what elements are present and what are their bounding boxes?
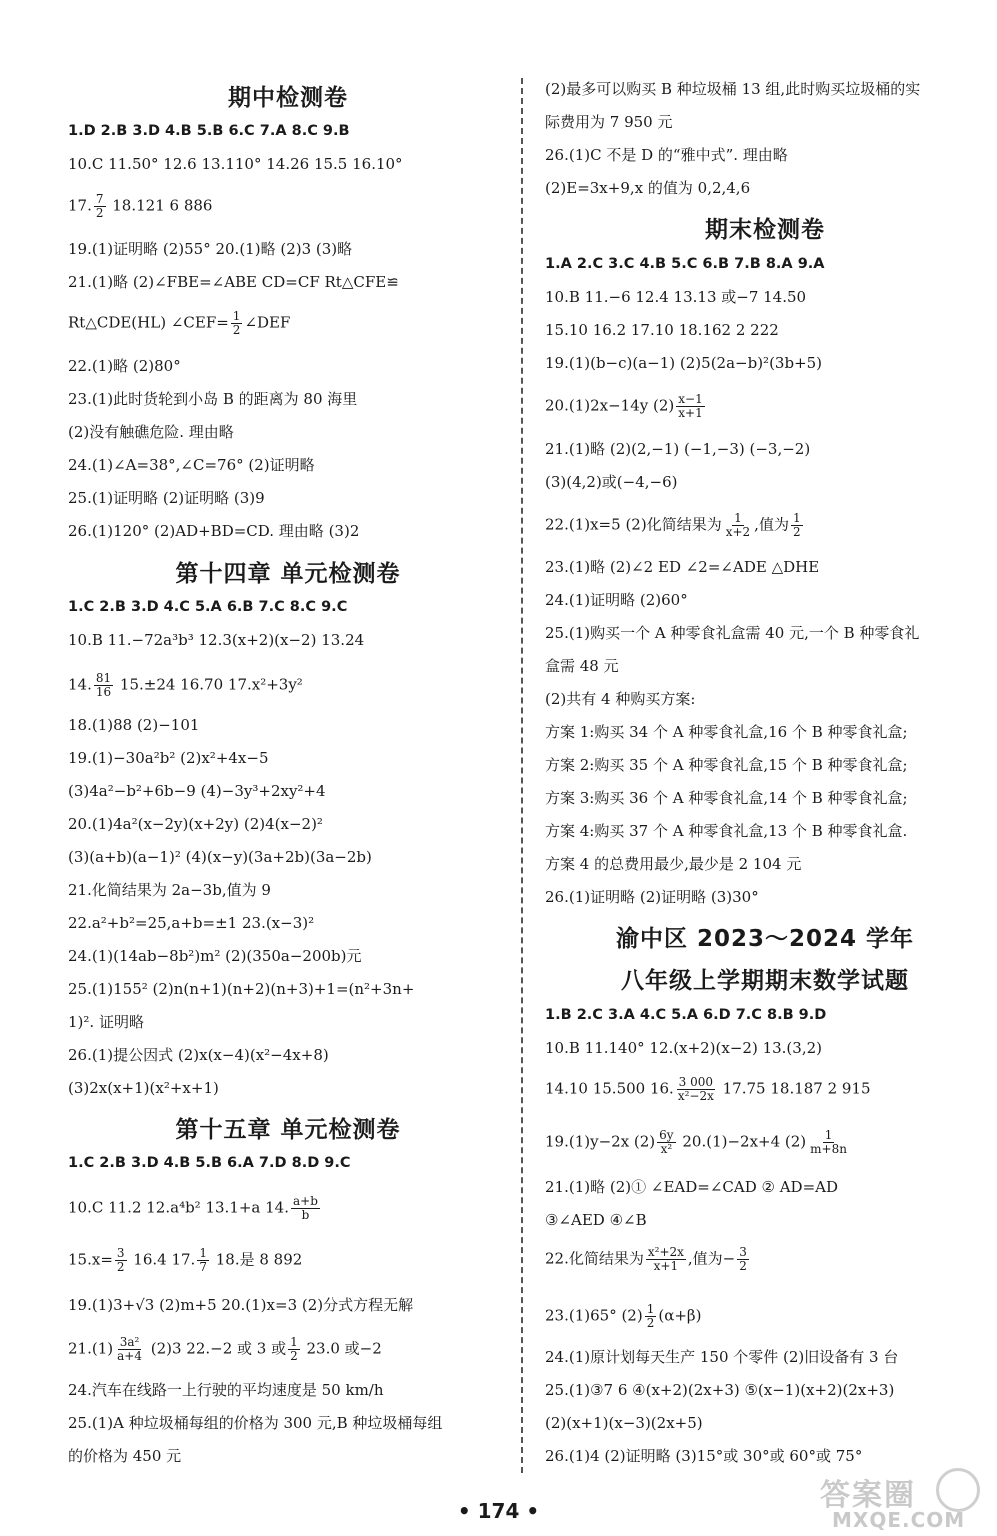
answer-line: 方案 3:购买 36 个 A 种零食礼盒,14 个 B 种零食礼盒; (545, 789, 908, 807)
answer-line: 方案 4:购买 37 个 A 种零食礼盒,13 个 B 种零食礼盒. (545, 822, 908, 840)
answer-line: 20.(1)2x−14y (2) $\frac{x-1}{x+1}$ (545, 392, 703, 420)
answer-line: 方案 1:购买 34 个 A 种零食礼盒,16 个 B 种零食礼盒; (545, 723, 908, 741)
answer-line: 26.(1)证明略 (2)证明略 (3)30° (545, 888, 759, 906)
watermark (792, 1468, 992, 1532)
fraction: $\frac{3 000}{\text{x²−2x}}$ (677, 1075, 714, 1103)
fraction: $\frac{1}{2}$ (232, 309, 241, 337)
answer-line: 19.(1)证明略 (2)55° 20.(1)略 (2)3 (3)略 (68, 240, 353, 258)
fraction: $\frac{\text{3a²}}{a+4}$ (117, 1335, 142, 1363)
answer-line: 25.(1)A 种垃圾桶每组的价格为 300 元,B 种垃圾桶每组 (68, 1414, 443, 1432)
answer-line: (2)最多可以购买 B 种垃圾桶 13 组,此时购买垃圾桶的实 (545, 80, 921, 98)
answer-line: 盒需 48 元 (545, 657, 619, 675)
answer-line: 际费用为 7 950 元 (545, 113, 673, 131)
answer-line: 21.(1)略 (2)(2,−1) (−1,−3) (−3,−2) (545, 440, 811, 458)
answer-line: 25.(1)购买一个 A 种零食礼盒需 40 元,一个 B 种零食礼 (545, 624, 920, 642)
answer-line: 19.(1)y−2x (2) $\frac{6y}{\text{x²}}$ 20.(1)−2x+4 (2) $\frac{1}{m+8n}$ (545, 1128, 847, 1156)
chapter15-title: 第十五章 单元检测卷 (175, 1117, 401, 1143)
answer-line: 24.(1)(14ab−8b²)m² (2)(350a−200b)元 (68, 947, 362, 965)
answer-line: 23.(1)65° (2) $\frac{1}{2}$ (α+β) (545, 1302, 702, 1330)
answer-line: 方案 4 的总费用最少,最少是 2 104 元 (545, 855, 802, 873)
answer-line: 10.B 11.−6 12.4 13.13 或−7 14.50 (545, 288, 807, 306)
answer-line: 23.(1)此时货轮到小岛 B 的距离为 80 海里 (68, 390, 358, 408)
answer-line: 21.(1) $\frac{\text{3a²}}{a+4}$ (2)3 22.−2 或 3 或 $\frac{1}{2}$ 23.0 或−2 (68, 1335, 382, 1363)
answer-line: 的价格为 450 元 (68, 1447, 182, 1465)
answer-line: 22.(1)x=5 (2)化简结果为 $\frac{1}{x+2}$ ,值为 $\frac{1}{2}$ (545, 511, 801, 539)
chapter14-title: 第十四章 单元检测卷 (175, 561, 401, 587)
answer-line: 25.(1)证明略 (2)证明略 (3)9 (68, 489, 265, 507)
fraction: $\frac{a+b}{b}$ (293, 1194, 318, 1222)
fraction: $\frac{1}{x+2}$ (725, 511, 751, 539)
answer-line: 26.(1)C 不是 D 的“雅中式”. 理由略 (545, 146, 788, 164)
answer-line: 10.B 11.−72a³b³ 12.3(x+2)(x−2) 13.24 (68, 631, 365, 649)
fraction: $\frac{7}{2}$ (95, 192, 104, 220)
answer-line: 21.化简结果为 2a−3b,值为 9 (68, 881, 271, 899)
answer-line: 15.x= $\frac{3}{2}$ 16.4 17. $\frac{1}{7}$ 18.是 8 892 (68, 1246, 303, 1274)
answer-line: 20.(1)4a²(x−2y)(x+2y) (2)4(x−2)² (68, 815, 323, 833)
answer-line: 14.10 15.500 16. $\frac{3 000}{\text{x²−2x}}$ 17.75 18.187 2 915 (545, 1075, 871, 1103)
answer-line: 方案 2:购买 35 个 A 种零食礼盒,15 个 B 种零食礼盒; (545, 756, 908, 774)
answer-line: 10.C 11.50° 12.6 13.110° 14.26 15.5 16.10° (68, 155, 403, 173)
fraction: $\frac{1}{m+8n}$ (810, 1128, 847, 1156)
watermark-text: 答案圈 (820, 1478, 916, 1513)
answer-line: 23.(1)略 (2)∠2 ED ∠2=∠ADE △DHE (545, 558, 820, 576)
answer-line: 24.(1)∠A=38°,∠C=76° (2)证明略 (68, 456, 315, 474)
answer-line: 24.(1)证明略 (2)60° (545, 591, 688, 609)
answer-line: 14. $\frac{81}{16}$ 15.±24 16.70 17.x²+3y² (68, 671, 303, 699)
answer-line: (3)(a+b)(a−1)² (4)(x−y)(3a+2b)(3a−2b) (68, 848, 372, 866)
midterm-title: 期中检测卷 (228, 85, 348, 111)
answer-line: 19.(1)3+√3 (2)m+5 20.(1)x=3 (2)分式方程无解 (68, 1296, 414, 1314)
yuzhong-title-line2: 八年级上学期期末数学试题 (621, 968, 909, 994)
answer-line: (3)2x(x+1)(x²+x+1) (68, 1079, 219, 1097)
answer-line: 1.C 2.B 3.D 4.C 5.A 6.B 7.C 8.C 9.C (68, 599, 348, 615)
answer-line: 1.C 2.B 3.D 4.B 5.B 6.A 7.D 8.D 9.C (68, 1155, 351, 1171)
final-exam-title: 期末检测卷 (705, 217, 825, 243)
answer-line: ③∠AED ④∠B (545, 1211, 647, 1229)
answer-line: 18.(1)88 (2)−101 (68, 716, 200, 734)
fraction: $\frac{81}{16}$ (95, 671, 112, 699)
answer-line: 26.(1)4 (2)证明略 (3)15°或 30°或 60°或 75° (545, 1447, 863, 1465)
answer-line: 1)². 证明略 (68, 1013, 144, 1031)
fraction: $\frac{x-1}{x+1}$ (678, 392, 703, 420)
fraction: $\frac{\text{x²+2x}}{x+1}$ (647, 1245, 684, 1273)
answer-line: 22.a²+b²=25,a+b=±1 23.(x−3)² (68, 914, 315, 932)
yuzhong-title-line1: 渝中区 2023～2024 学年 (615, 926, 915, 952)
answer-line: 24.汽车在线路一上行驶的平均速度是 50 km/h (68, 1381, 384, 1399)
fraction: $\frac{3}{2}$ (739, 1245, 747, 1273)
answer-line: (3)4a²−b²+6b−9 (4)−3y³+2xy²+4 (68, 782, 326, 800)
answer-line: 25.(1)155² (2)n(n+1)(n+2)(n+3)+1=(n²+3n+ (68, 980, 415, 998)
page-number: • 174 • (457, 1499, 540, 1523)
watermark-url: MXQE.COM (832, 1508, 966, 1532)
answer-line: 26.(1)提公因式 (2)x(x−4)(x²−4x+8) (68, 1046, 329, 1064)
fraction: $\frac{1}{2}$ (792, 511, 801, 539)
answer-line: Rt△CDE(HL) ∠CEF= $\frac{1}{2}$ ∠DEF (68, 309, 291, 337)
answer-line: 15.10 16.2 17.10 18.162 2 222 (545, 321, 779, 339)
answer-line: 19.(1)−30a²b² (2)x²+4x−5 (68, 749, 269, 767)
answer-line: 22.化简结果为 $\frac{\text{x²+2x}}{x+1}$ ,值为− $\frac{3}{2}$ (545, 1245, 747, 1273)
answer-line: (2)共有 4 种购买方案: (545, 690, 696, 708)
answer-line: (3)(4,2)或(−4,−6) (545, 473, 678, 491)
answer-line: 21.(1)略 (2)① ∠EAD=∠CAD ② AD=AD (545, 1178, 839, 1196)
answer-line: 1.B 2.C 3.A 4.C 5.A 6.D 7.C 8.B 9.D (545, 1007, 827, 1023)
fraction: $\frac{1}{2}$ (290, 1335, 298, 1363)
column-divider (521, 78, 523, 1473)
answer-line: 21.(1)略 (2)∠FBE=∠ABE CD=CF Rt△CFE≌ (68, 273, 399, 291)
fraction: $\frac{1}{7}$ (199, 1246, 207, 1274)
answer-line: 26.(1)120° (2)AD+BD=CD. 理由略 (3)2 (68, 522, 360, 540)
answer-line: 24.(1)原计划每天生产 150 个零件 (2)旧设备有 3 台 (545, 1348, 899, 1366)
watermark-logo-icon (936, 1468, 980, 1512)
answer-line: 22.(1)略 (2)80° (68, 357, 181, 375)
answer-line: 19.(1)(b−c)(a−1) (2)5(2a−b)²(3b+5) (545, 354, 823, 372)
answer-line: (2)E=3x+9,x 的值为 0,2,4,6 (545, 179, 751, 197)
answer-line: 1.D 2.B 3.D 4.B 5.B 6.C 7.A 8.C 9.B (68, 123, 350, 139)
answer-line: 10.C 11.2 12.a⁴b² 13.1+a 14. $\frac{a+b}{b}$ (68, 1194, 318, 1222)
fraction: $\frac{1}{2}$ (646, 1302, 655, 1330)
answer-line: (2)(x+1)(x−3)(2x+5) (545, 1414, 703, 1432)
answer-line: (2)没有触礁危险. 理由略 (68, 423, 234, 441)
answer-line: 1.A 2.C 3.C 4.B 5.C 6.B 7.B 8.A 9.A (545, 256, 825, 272)
answer-line: 17. $\frac{7}{2}$ 18.121 6 886 (68, 192, 213, 220)
fraction: $\frac{3}{2}$ (116, 1246, 125, 1274)
fraction: $\frac{6y}{\text{x²}}$ (659, 1128, 674, 1156)
answer-line: 10.B 11.140° 12.(x+2)(x−2) 13.(3,2) (545, 1039, 822, 1057)
answer-line: 25.(1)③7 6 ④(x+2)(2x+3) ⑤(x−1)(x+2)(2x+3) (545, 1381, 895, 1399)
